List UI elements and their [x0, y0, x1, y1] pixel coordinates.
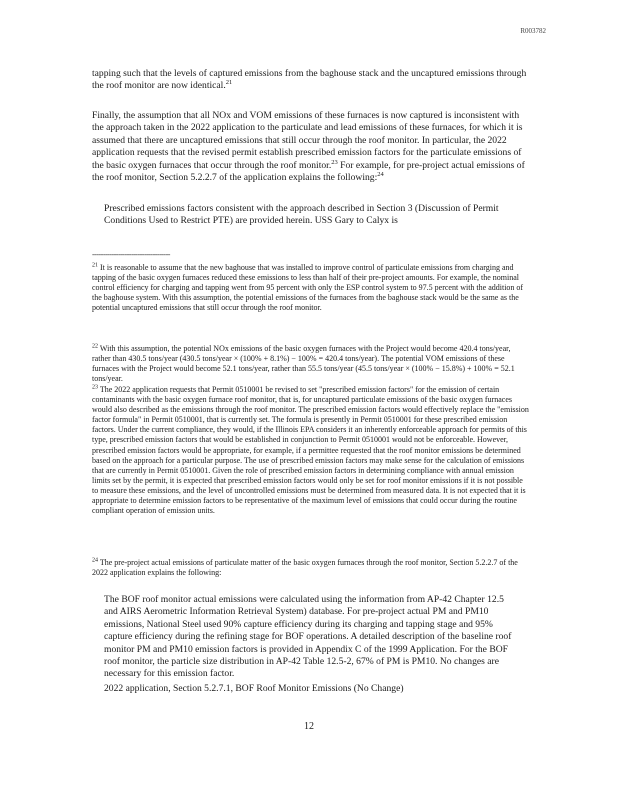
footnote-separator: ------------------------------------: [92, 250, 170, 259]
page-number: 12: [304, 721, 314, 732]
footnote-24: [92, 558, 530, 578]
footnote-number: 23: [92, 384, 98, 391]
block-quote-citation: 2022 application, Section 5.2.7.1, BOF Roof Monitor Emissions (No Change): [104, 683, 404, 694]
footnote-text: The 2022 application requests that Permit 0510001 be revised to set "prescribed emission factors" for the emission of certain contaminants with the basic oxygen furnace roof monitor, that is, for uncaptured particulate emissions of the basic oxygen furnaces would also described as the emissions through the roof monitor. The prescribed emission factors would effectively replace the "emission factor formula" in Permit 0510001, that is currently set. The formula is presently in Permit 0510001 for these prescribed emission factors. Under the current compliance, they would, if the Illinois EPA considers it an inherently enforceable approach for permits of this type, prescribed emission factors that would be established in conjunction to Permit 0510001 would not be enforceable. However, prescribed emission factors would be appropriate, for example, if a permittee requested that the roof monitor emissions be determined based on the approach for a particular purpose. The use of prescribed emission factors may make sense for the calculation of emissions that are currently in Permit 0510001. Given the role of prescribed emission factors in determining compliance with annual emission limits set by the permit, it is expected that prescribed emission factors would only be set for roof monitor emissions if it is not possible to measure these emissions, and the level of uncontrolled emissions must be determined from measured data. It is not expected that it is appropriate to determine emission factors to be representative of the maximum level of emissions that could occur during the routine compliant operation of emission units.: [92, 385, 529, 516]
footnote-ref-23[interactable]: 23: [331, 158, 338, 166]
footnote-text: With this assumption, the potential NOx emissions of the basic oxygen furnaces with the Project would become 420.4 tons/year, rather than 430.5 tons/year (430.5 tons/year × (100% + 8.1%) − 100% = 420.4 tons/year). The potential VOM emissions of these furnaces with the Project would become 52.1 tons/year, rather than 55.5 tons/year (45.5 tons/year × (100% − 15.8%) + 100% = 52.1 tons/year.: [92, 344, 515, 384]
footnote-number: 24: [92, 557, 98, 564]
paragraph-text: tapping such that the levels of captured emissions from the baghouse stack and the uncaptured emissions through the roof monitor are now identical.: [92, 68, 527, 92]
footnote-ref-21[interactable]: 21: [225, 79, 233, 87]
footnote-22: [92, 344, 530, 384]
footnote-text: It is reasonable to assume that the new baghouse that was installed to improve control of particulate emissions from charging and tapping of the basic oxygen furnaces reduced these emissions to less than half of their pre-project amounts. For example, the nominal control efficiency for charging and tapping went from 95 percent with only the ESP control system to 97.5 percent with the addition of the baghouse system. With this assumption, the potential emissions of the furnaces from the baghouse stack would be the same as the potential uncaptured emissions that still occur through the roof monitor.: [92, 263, 524, 313]
document-id: R003782: [520, 27, 546, 35]
body-paragraph-1: [92, 68, 528, 93]
footnote-text: The pre-project actual emissions of particulate matter of the basic oxygen furnaces through the roof monitor, Section 5.2.2.7 of the 2022 application explains the following:: [92, 558, 518, 578]
paragraph-text: Finally, the assumption that all NOx and VOM emissions of these furnaces is now captured is inconsistent with the approach taken in the 2022 application to the particulate and lead emissions of these furnaces, for which it is assumed that there are uncaptured emissions that still occur through the roof monitor. In particular, the 2022 application requests that the revised permit establish prescribed emission factors for the particulate emissions of the basic oxygen furnaces that occur through the roof monitor.: [92, 110, 523, 171]
footnote-21: [92, 263, 530, 313]
block-quote-2: The BOF roof monitor actual emissions were calculated using the information from AP-42 Chapter 12.5 and AIRS Aerometric Information Retrieval System) database. For pre-project actual PM and PM10 emissions, National Steel used 90% capture efficiency during its charging and tapping stage and 95% capture efficiency during the refining stage for BOF operations. A detailed description of the baseline roof monitor PM and PM10 emission factors is provided in Appendix C of the 1999 Application. For the BOF roof monitor, the particle size distribution in AP-42 Table 12.5-2, 67% of PM is PM10. No changes are necessary for this emission factor.: [104, 594, 512, 680]
footnote-number: 21: [92, 262, 98, 269]
paragraph-text-tail: For example, for pre-project actual emissions of the roof monitor, Section 5.2.2.7 of the application explains the following:: [92, 159, 525, 184]
body-paragraph-2: [92, 110, 528, 184]
footnote-number: 22: [92, 343, 98, 350]
block-quote-1: Prescribed emissions factors consistent with the approach described in Section 3 (Discussion of Permit Conditions Used to Restrict PTE) are provided herein. USS Gary to Calyx is: [104, 203, 499, 227]
footnote-23: [92, 385, 530, 516]
footnote-ref-24[interactable]: 24: [377, 170, 384, 178]
